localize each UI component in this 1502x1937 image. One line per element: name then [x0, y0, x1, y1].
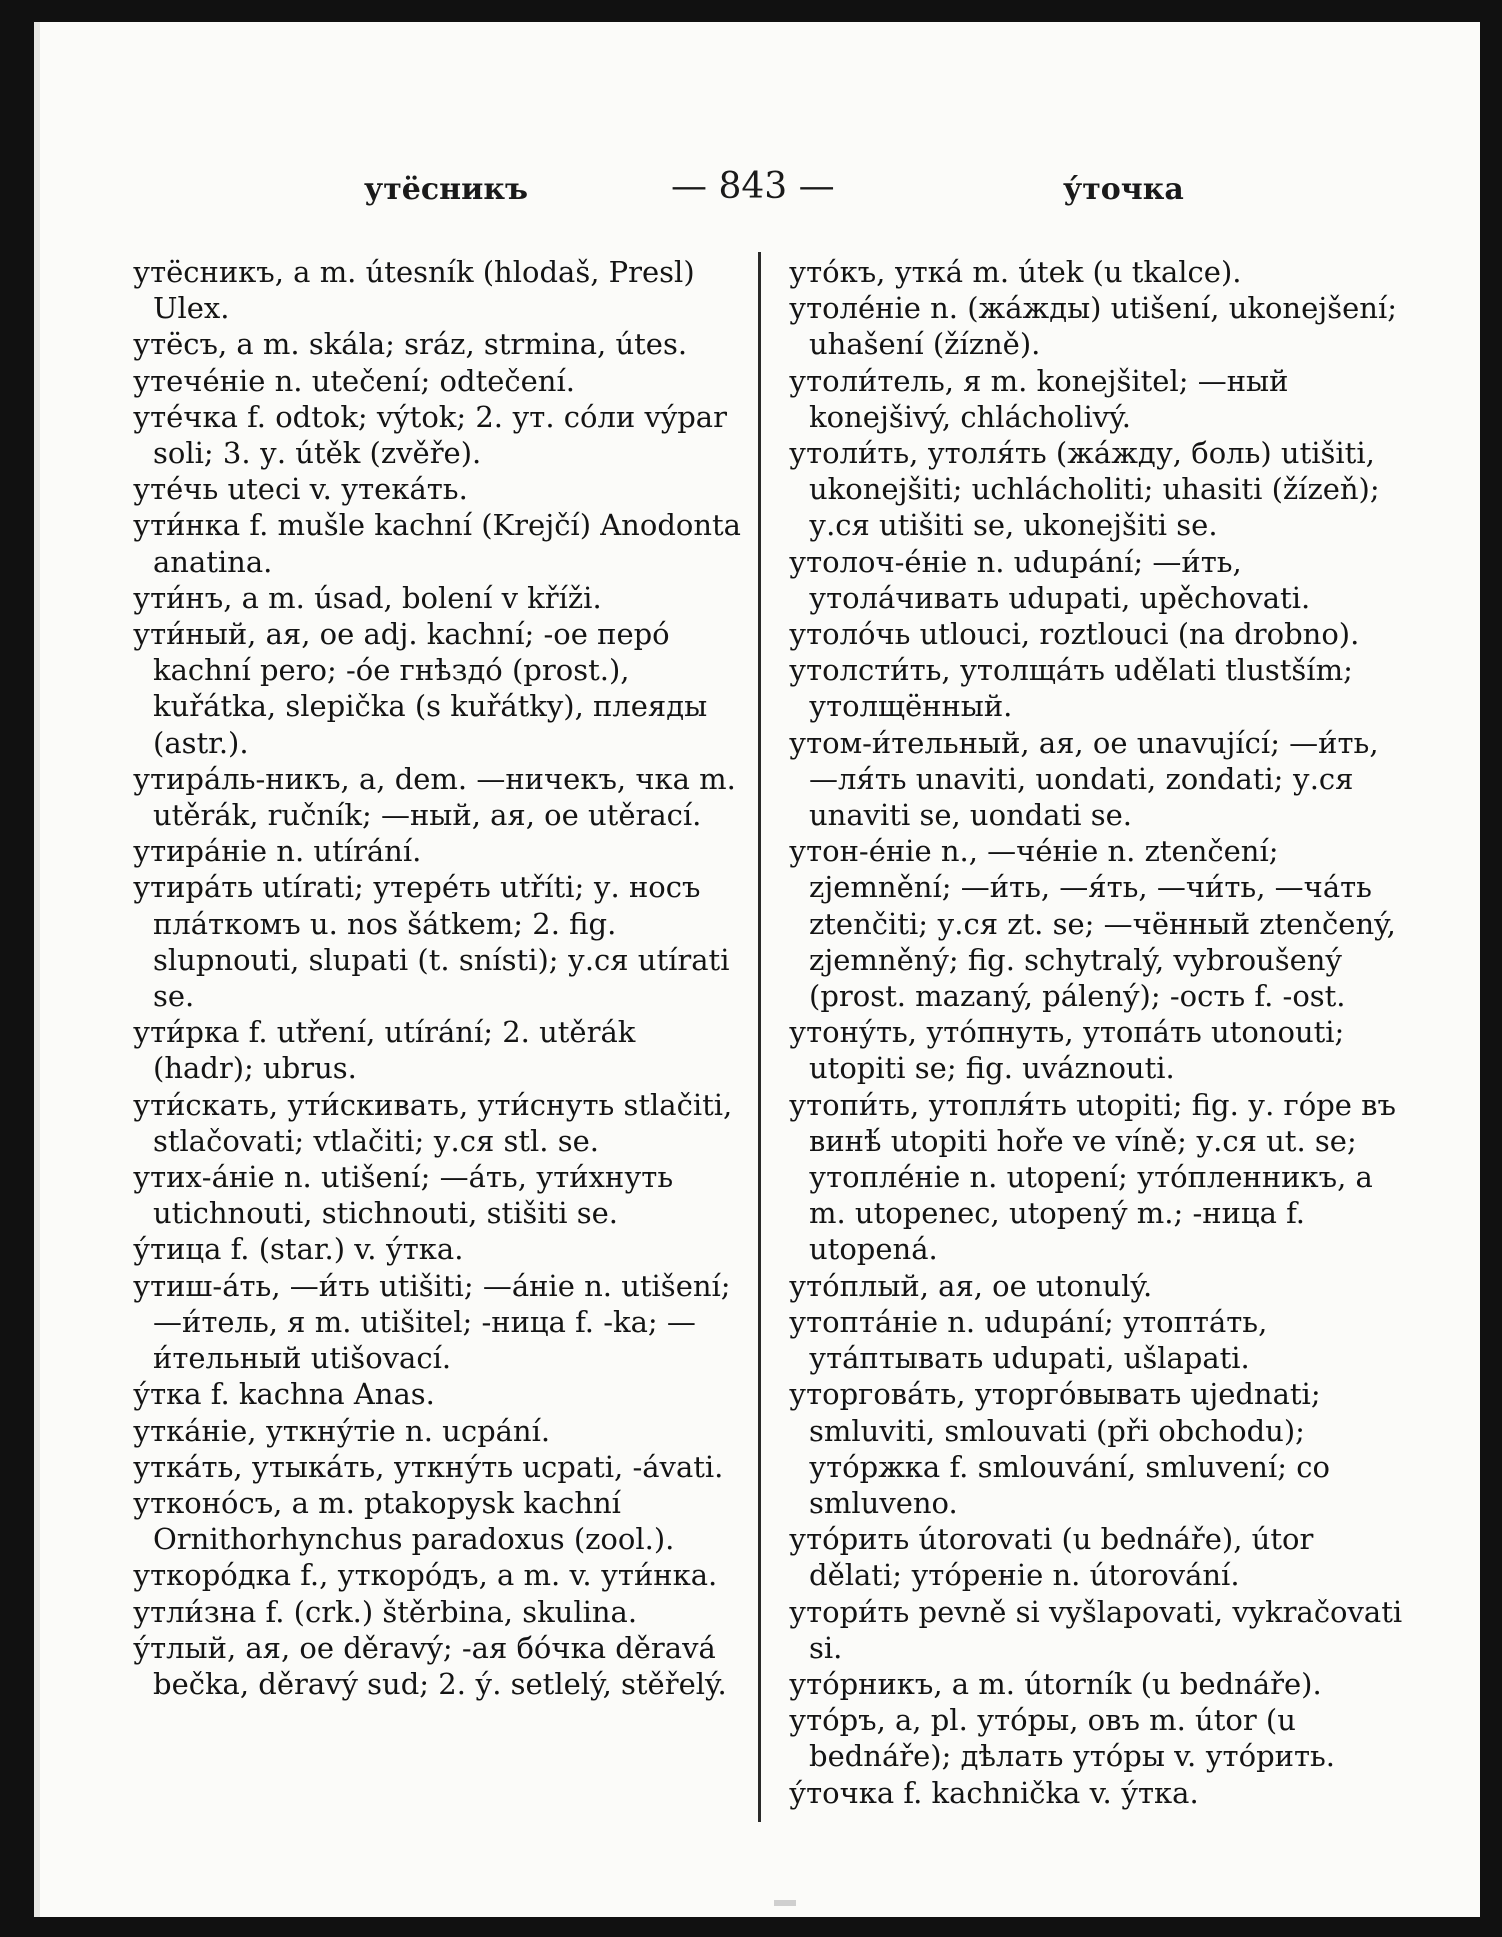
dictionary-entry: утóръ, а, pl. утóры, овъ m. útor (u bednáře); дѣлать утóры v. утóрить.: [789, 1703, 1336, 1774]
dictionary-entry: утконóсъ, а m. ptakopysk kachní Ornithorhynchus paradoxus (zool.).: [133, 1485, 675, 1557]
dictionary-page: [34, 22, 1480, 1917]
scan-mark: [774, 1900, 796, 1906]
column-divider: [758, 252, 761, 1822]
dictionary-entry: утону́ть, утóпнуть, утопáть utonouti; utopiti se; fig. uváznouti.: [789, 1015, 1345, 1086]
page-header: [34, 150, 1480, 210]
dictionary-entry: уткáть, утыкáть, уткну́ть ucpati, -ávati.: [133, 1449, 724, 1484]
dictionary-entry: утóплый, ая, ое utonulý.: [789, 1268, 1153, 1303]
dictionary-entry: ути́нка f. mušle kachní (Krejčí) Anodonta anatina.: [133, 508, 741, 579]
dictionary-entry: утори́ть pevně si vyšlapovati, vykračovati si.: [789, 1594, 1403, 1665]
dictionary-entry: уткорóдка f., уткорóдъ, а m. v. ути́нка.: [133, 1558, 718, 1593]
dictionary-entry: утóрникъ, а m. útorník (u bednáře).: [789, 1666, 1322, 1701]
dictionary-entry: уткáніе, уткну́тіе n. ucpání.: [133, 1413, 551, 1448]
page-number: — 843 —: [671, 166, 835, 207]
dictionary-entry: утёсъ, а m. skála; sráz, strmina, útes.: [133, 327, 688, 362]
dictionary-entry: утом-и́тельный, ая, ое unavující; —и́ть, —ля́ть unaviti, uondati, zondati; у.ся unaviti se, uondati se.: [789, 725, 1379, 833]
dictionary-entry: у́тлый, ая, ое děravý; -ая бóчка děravá bečka, děravý sud; 2. у́. setlelý, stěřelý.: [133, 1630, 727, 1701]
dictionary-entry: утопи́ть, утопля́ть utopiti; fig. у. гóре въ винѣ́ utopiti hoře ve víně; у.ся ut. se; утоплéніе n. utopení; утóпленникъ, а m. utopenec, utopený m.; -ница f. utopená.: [789, 1087, 1396, 1267]
header-left-guide-word: утёсникъ: [364, 172, 529, 207]
dictionary-entry: утолоч-éніе n. udupání; —и́ть, утолáчивать udupati, upěchovati.: [789, 544, 1311, 615]
dictionary-entry: утечéніе n. utečení; odtečení.: [133, 363, 575, 398]
dictionary-entry: уторговáть, уторгóвывать ujednati; smluviti, smlouvati (při obchodu); утóржка f. smlouvání, smluvení; co smluveno.: [789, 1377, 1330, 1520]
dictionary-entry: утолóчь utlouci, roztlouci (na drobno).: [789, 617, 1360, 652]
header-right-guide-word: у́точка: [1063, 172, 1184, 207]
dictionary-entry: утёсникъ, а m. útesník (hlodaš, Presl) Ulex.: [133, 255, 695, 326]
dictionary-entry: у́точка f. kachnička v. у́тка.: [789, 1775, 1199, 1810]
dictionary-entry: ути́нъ, а m. úsad, bolení v kříži.: [133, 580, 602, 615]
dictionary-entry: утоли́ть, утоля́ть (жáжду, боль) utišiti, ukonejšiti; uchlácholiti; uhasiti (žízeň); у.ся utišiti se, ukonejšiti se.: [789, 436, 1380, 543]
dictionary-entry: утéчь uteci v. утекáть.: [133, 472, 468, 507]
dictionary-entry: ути́рка f. utření, utírání; 2. utěrák (hadr); ubrus.: [133, 1015, 636, 1086]
dictionary-entry: утирáніе n. utírání.: [133, 834, 422, 869]
dictionary-entry: утóрить útorovati (u bednáře), útor dělati; утóреніе n. útorování.: [789, 1522, 1314, 1593]
dictionary-entry: ути́ный, ая, ое adj. kachní; -ое перó kachní pero; -óе гнѣздó (prost.), kuřátka, slepička (s kuřátky), плеяды (astr.).: [133, 617, 708, 760]
dictionary-entry: утолсти́ть, утолщáть udělati tlustším; утолщённый.: [789, 653, 1353, 724]
dictionary-entry: утли́зна f. (crk.) štěrbina, skulina.: [133, 1594, 638, 1629]
dictionary-entry: утирáть utírati; утерéть utříti; у. носъ плáткомъ u. nos šátkem; 2. fig. slupnouti, slupati (t. snísti); у.ся utírati se.: [133, 870, 730, 1014]
dictionary-entry: утоптáніе n. udupání; утоптáть, утáптывать udupati, ušlapati.: [789, 1304, 1268, 1376]
dictionary-entry: утéчка f. odtok; výtok; 2. ут. сóли výpar soli; 3. у. útěk (zvěře).: [133, 399, 727, 471]
dictionary-entry: утон-éніе n., —чéніе n. ztenčení; zjemnění; —и́ть, —я́ть, —чи́ть, —чáть ztenčiti; у.ся zt. se; —чённый ztenčený, zjemněný; fig. schytralý, vybroušený (prost. mazaný, pálený); -ость f. -ost.: [789, 834, 1396, 1014]
right-column: [789, 254, 1411, 1811]
dictionary-entry: утоли́тель, я m. konejšitel; —ный konejšivý, chlácholivý.: [789, 363, 1289, 434]
dictionary-entry: утолéніе n. (жáжды) utišení, ukonejšení; uhašení (žízně).: [789, 291, 1398, 362]
dictionary-entry: у́тка f. kachna Anas.: [133, 1377, 435, 1412]
dictionary-entry: утóкъ, уткá m. útek (u tkalce).: [789, 255, 1242, 289]
dictionary-entry: у́тица f. (star.) v. у́тка.: [133, 1232, 464, 1267]
dictionary-entry: ути́скать, ути́скивать, ути́снуть stlačiti, stlačovati; vtlačiti; у.ся stl. se.: [133, 1087, 733, 1158]
dictionary-entry: утих-áніе n. utišení; —áть, ути́хнуть utichnouti, stichnouti, stišiti se.: [133, 1160, 674, 1231]
dictionary-entry: утирáль-никъ, а, dem. —ничекъ, чка m. utěrák, ručník; —ный, ая, ое utěrací.: [133, 761, 736, 833]
left-column: [133, 254, 745, 1702]
dictionary-entry: утиш-áть, —и́ть utišiti; —áніе n. utišení; —и́тель, я m. utišitel; -ница f. -ka; —и́тельный utišovací.: [133, 1268, 731, 1376]
